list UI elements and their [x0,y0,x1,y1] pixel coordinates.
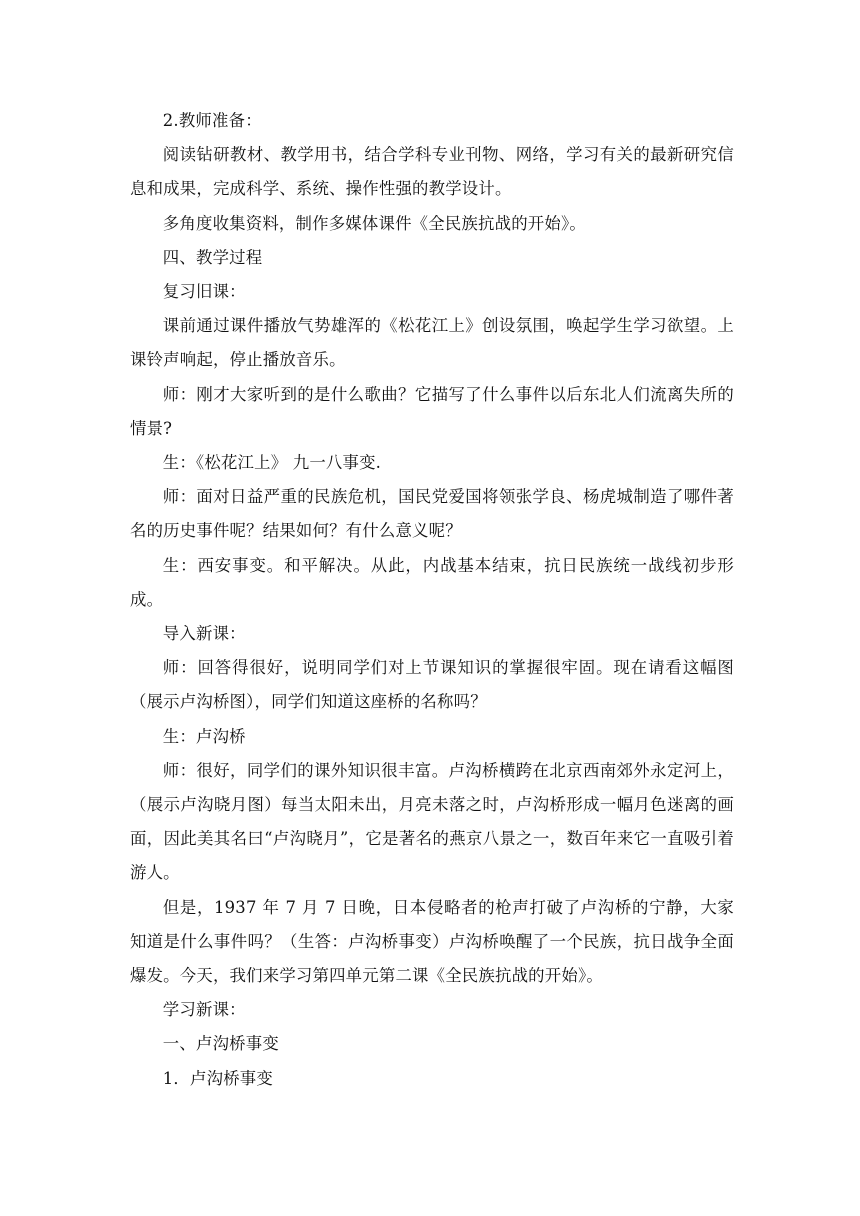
list-item-incident: 1．卢沟桥事变 [162,1068,273,1088]
paragraph-incident-intro: 但是，1937 年 7 月 7 日晚，日本侵略者的枪声打破了卢沟桥的宁静，大家知道是什么事件吗？（生答：卢沟桥事变）卢沟桥唤醒了一个民族，抗日战争全面爆发。今天，我们来学习第四单元第二课《全民族抗战的开始》。 [130,897,734,986]
subheading-review: 复习旧课： [162,282,246,302]
subheading-learn-new: 学习新课： [162,1000,246,1020]
subheading-new-lesson-intro: 导入新课： [162,624,246,644]
teacher-prep-heading: 2.教师准备： [162,111,262,130]
dialogue-teacher-bridge-description: 师：很好，同学们的课外知识很丰富。卢沟桥横跨在北京西南郊外永定河上，（展示卢沟晓月图）每当太阳未出，月亮未落之时，卢沟桥形成一幅月色迷离的画面，因此美其名曰“卢沟晓月”，它是著名的燕京八景之一，数百年来它一直吸引着游人。 [130,760,734,883]
section-heading-teaching-process: 四、教学过程 [162,247,263,267]
paragraph-study-materials: 阅读钻研教材、教学用书，结合学科专业刊物、网络，学习有关的最新研究信息和成果，完成科学、系统、操作性强的教学设计。 [130,145,734,199]
section-heading-incident: 一、卢沟桥事变 [162,1034,279,1054]
dialogue-teacher-question-3: 师：回答得很好，说明同学们对上节课知识的掌握很牢固。现在请看这幅图（展示卢沟桥图），同学们知道这座桥的名称吗？ [130,658,734,712]
dialogue-teacher-question-2: 师：面对日益严重的民族危机，国民党爱国将领张学良、杨虎城制造了哪件著名的历史事件呢？结果如何？有什么意义呢？ [130,487,734,541]
paragraph-intro-music: 课前通过课件播放气势雄浑的《松花江上》创设氛围，唤起学生学习欲望。上课铃声响起，停止播放音乐。 [130,316,734,370]
paragraph-multimedia-prep: 多角度收集资料，制作多媒体课件《全民族抗战的开始》。 [162,213,586,233]
dialogue-student-answer-3: 生：卢沟桥 [162,726,246,746]
dialogue-student-answer-1: 生：《松花江上》 九一八事变. [162,453,382,473]
dialogue-student-answer-2: 生：西安事变。和平解决。从此，内战基本结束，抗日民族统一战线初步形成。 [130,555,734,609]
document-body [130,104,734,1096]
dialogue-teacher-question-1: 师：刚才大家听到的是什么歌曲？它描写了什么事件以后东北人们流离失所的情景? [130,384,734,438]
